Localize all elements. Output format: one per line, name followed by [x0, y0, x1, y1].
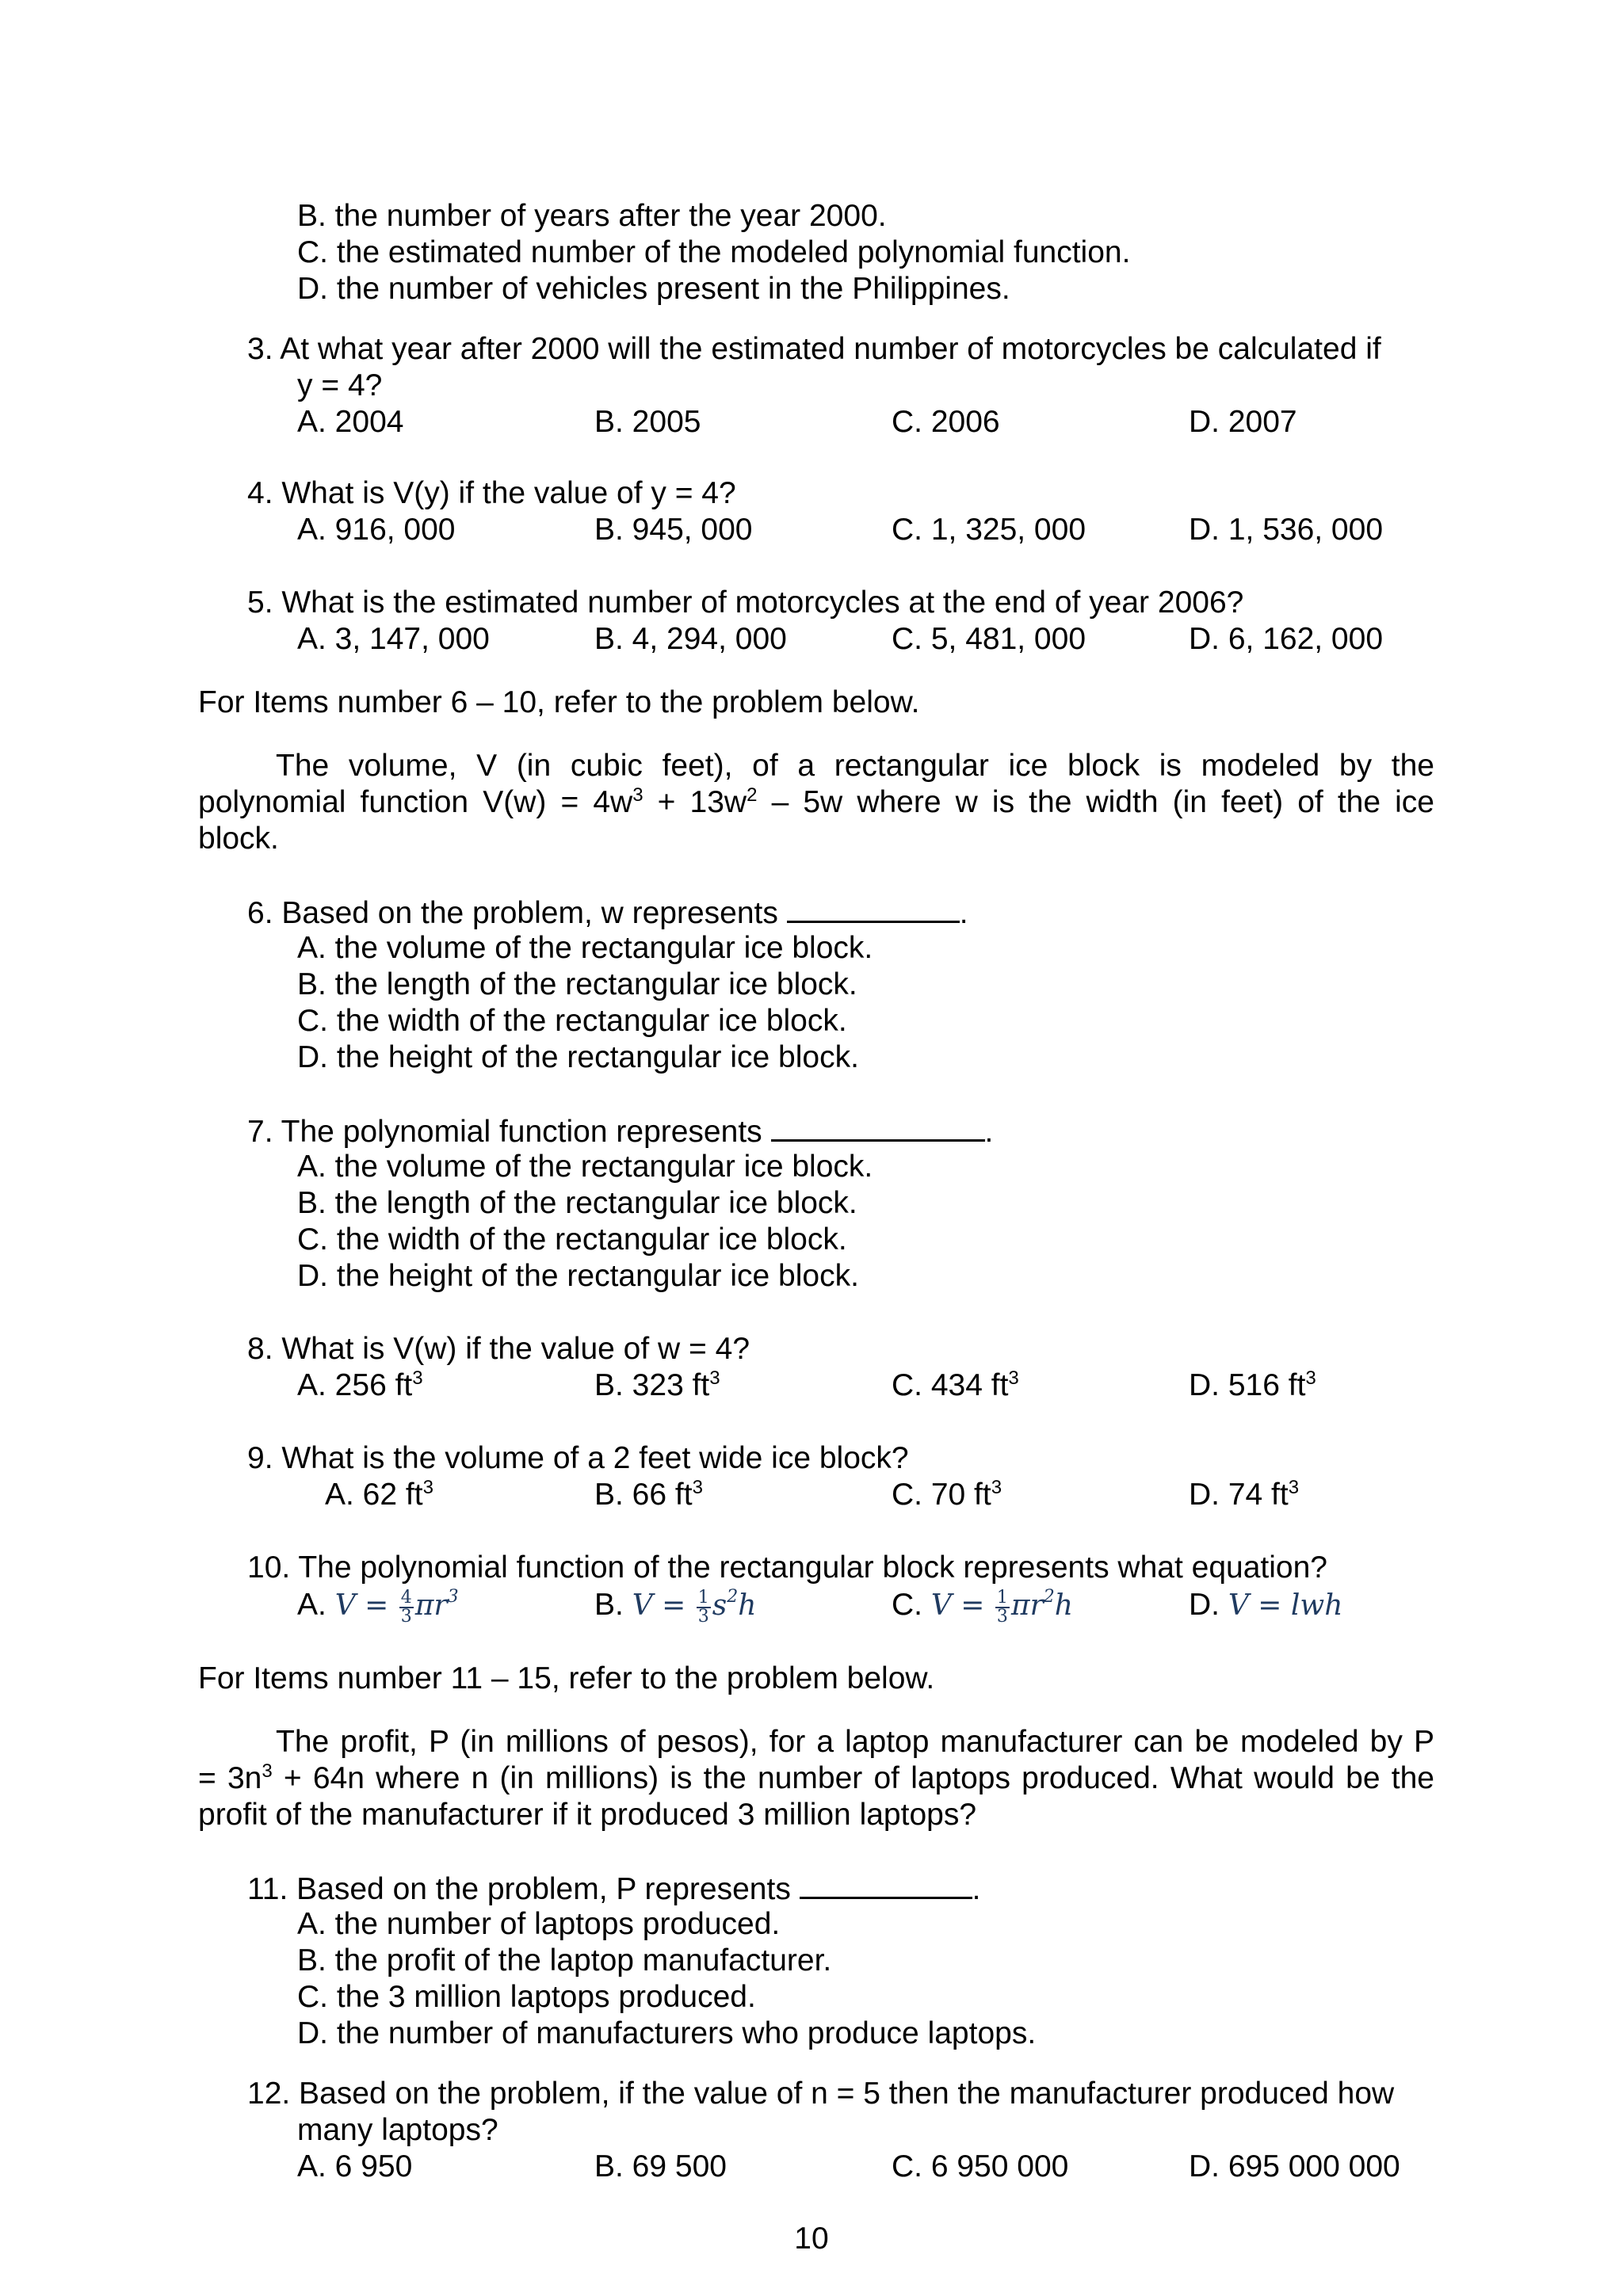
- q5-option-a: A. 3, 147, 000: [297, 622, 490, 656]
- problem-text: – 5w where w is the width (in feet) of the ice: [757, 785, 1435, 819]
- formula-cone-volume: [930, 1587, 1073, 1627]
- formula-lhs: V =: [334, 1589, 398, 1622]
- q12-stem: 12. Based on the problem, if the value of n = 5 then the manufacturer produced how: [247, 2077, 1395, 2111]
- section-11-15-intro: For Items number 11 – 15, refer to the problem below.: [198, 1661, 935, 1695]
- q6-stem-text: 6. Based on the problem, w represents: [247, 896, 778, 930]
- q8-option-d: [1189, 1367, 1316, 1404]
- exponent: 2: [747, 784, 758, 806]
- exponent: 3: [632, 784, 643, 806]
- answer-blank: [800, 1870, 972, 1899]
- q5-option-c: C. 5, 481, 000: [892, 622, 1086, 656]
- answer-blank: [787, 894, 960, 923]
- problem-line-1: The profit, P (in millions of pesos), for a laptop manufacturer can be modeled by P: [276, 1725, 1434, 1759]
- exponent: 3: [1305, 1367, 1316, 1389]
- option-text: C. 70 ft: [892, 1478, 991, 1512]
- exponent: 2: [727, 1587, 739, 1607]
- q7-option-b: B. the length of the rectangular ice block.: [297, 1186, 857, 1220]
- q12-option-a: A. 6 950: [297, 2149, 413, 2183]
- problem-text: + 64n where n (in millions) is the number of laptops produced. What would be the: [272, 1761, 1434, 1795]
- q12-option-b: B. 69 500: [594, 2149, 727, 2183]
- formula-pyramid-volume: [632, 1587, 757, 1627]
- exponent: 2: [1043, 1587, 1055, 1607]
- formula-sphere-volume: [334, 1587, 459, 1627]
- exponent: 3: [412, 1367, 423, 1389]
- q8-stem: 8. What is V(w) if the value of w = 4?: [247, 1332, 750, 1366]
- exponent: 3: [1008, 1367, 1019, 1389]
- q5-stem: 5. What is the estimated number of motorcycles at the end of year 2006?: [247, 585, 1244, 620]
- problem-line-2: [198, 1760, 1434, 1797]
- q7-stem: 7. The polynomial function represents .: [247, 1112, 993, 1150]
- option-label: D.: [1189, 1588, 1220, 1622]
- q11-option-b: B. the profit of the laptop manufacturer.: [297, 1943, 832, 1978]
- q3-option-d: D. 2007: [1189, 405, 1297, 439]
- section-11-15-problem: [198, 1724, 1434, 1833]
- numerator: 1: [697, 1588, 709, 1608]
- q3-option-a: A. 2004: [297, 405, 404, 439]
- formula-term: πr: [1010, 1589, 1044, 1622]
- q9-option-b: [594, 1477, 703, 1513]
- exponent: 3: [709, 1367, 720, 1389]
- q12-option-d: D. 695 000 000: [1189, 2149, 1400, 2183]
- q4-option-d: D. 1, 536, 000: [1189, 513, 1384, 547]
- q12-option-c: C. 6 950 000: [892, 2149, 1069, 2183]
- q2-option-c: C. the estimated number of the modeled polynomial function.: [297, 235, 1131, 269]
- denominator: 3: [697, 1607, 709, 1627]
- fraction: [995, 1589, 1010, 1626]
- q4-stem: 4. What is V(y) if the value of y = 4?: [247, 476, 736, 510]
- numerator: 1: [996, 1588, 1008, 1608]
- q9-option-d: [1189, 1477, 1299, 1513]
- q4-option-c: C. 1, 325, 000: [892, 513, 1086, 547]
- q10-option-a: [297, 1587, 459, 1626]
- exponent: 3: [1288, 1477, 1300, 1498]
- formula-lhs: V =: [930, 1589, 994, 1622]
- exponent: 3: [447, 1587, 459, 1607]
- q7-option-c: C. the width of the rectangular ice block.: [297, 1222, 847, 1257]
- q12-stem-cont: many laptops?: [297, 2113, 498, 2147]
- option-text: A. 256 ft: [297, 1368, 413, 1402]
- problem-text: = 3n: [198, 1761, 262, 1795]
- q11-option-c: C. the 3 million laptops produced.: [297, 1980, 756, 2014]
- q6-stem: 6. Based on the problem, w represents .: [247, 894, 968, 932]
- formula-term: πr: [414, 1589, 448, 1622]
- q10-option-d: [1189, 1587, 1342, 1624]
- q10-option-b: [594, 1587, 756, 1626]
- q4-option-b: B. 945, 000: [594, 513, 753, 547]
- option-text: B. 323 ft: [594, 1368, 710, 1402]
- formula-lhs: V =: [632, 1589, 695, 1622]
- q9-option-c: [892, 1477, 1002, 1513]
- q11-option-d: D. the number of manufacturers who produce laptops.: [297, 2016, 1037, 2050]
- q3-option-c: C. 2006: [892, 405, 1000, 439]
- q8-option-c: [892, 1367, 1019, 1404]
- fraction: [697, 1589, 711, 1626]
- problem-line-2: [198, 784, 1434, 821]
- q7-option-d: D. the height of the rectangular ice block.: [297, 1259, 859, 1293]
- formula-term: h: [1054, 1589, 1073, 1622]
- q3-stem: 3. At what year after 2000 will the estimated number of motorcycles be calculated if: [247, 332, 1381, 366]
- exponent: 3: [991, 1477, 1002, 1498]
- exponent: 3: [692, 1477, 703, 1498]
- q6-option-b: B. the length of the rectangular ice block.: [297, 967, 857, 1001]
- numerator: 4: [400, 1588, 412, 1608]
- denominator: 3: [400, 1607, 412, 1627]
- q9-option-a: [325, 1477, 433, 1513]
- q11-option-a: A. the number of laptops produced.: [297, 1907, 781, 1941]
- formula-term: h: [738, 1589, 757, 1622]
- q2-option-b: B. the number of years after the year 2000.: [297, 199, 887, 233]
- option-text: D. 516 ft: [1189, 1368, 1306, 1402]
- page-number: 10: [794, 2222, 829, 2256]
- q8-option-b: [594, 1367, 720, 1404]
- q4-option-a: A. 916, 000: [297, 513, 456, 547]
- q3-option-b: B. 2005: [594, 405, 701, 439]
- q5-option-b: B. 4, 294, 000: [594, 622, 787, 656]
- problem-line-1: The volume, V (in cubic feet), of a rectangular ice block is modeled by the: [276, 749, 1434, 783]
- q8-option-a: [297, 1367, 423, 1404]
- option-text: D. 74 ft: [1189, 1478, 1289, 1512]
- section-6-10-intro: For Items number 6 – 10, refer to the problem below.: [198, 685, 920, 719]
- answer-blank: [771, 1112, 985, 1142]
- q5-option-d: D. 6, 162, 000: [1189, 622, 1384, 656]
- formula-prism-volume: V = lwh: [1228, 1589, 1343, 1622]
- option-label: C.: [892, 1588, 922, 1622]
- option-label: A.: [297, 1588, 327, 1622]
- problem-line-3: block.: [198, 822, 279, 856]
- option-text: C. 434 ft: [892, 1368, 1009, 1402]
- fraction: [399, 1589, 414, 1626]
- formula-term: s: [712, 1589, 727, 1622]
- problem-text: + 13w: [643, 785, 747, 819]
- denominator: 3: [996, 1607, 1008, 1627]
- q6-option-d: D. the height of the rectangular ice block.: [297, 1040, 859, 1074]
- option-label: B.: [594, 1588, 624, 1622]
- q10-option-c: [892, 1587, 1073, 1626]
- problem-line-3: profit of the manufacturer if it produced 3 million laptops?: [198, 1798, 977, 1832]
- q11-stem: 11. Based on the problem, P represents .: [247, 1870, 981, 1908]
- q11-stem-text: 11. Based on the problem, P represents: [247, 1872, 791, 1906]
- q10-stem: 10. The polynomial function of the rectangular block represents what equation?: [247, 1550, 1327, 1585]
- problem-text: polynomial function V(w) = 4w: [198, 785, 633, 819]
- option-text: B. 66 ft: [594, 1478, 693, 1512]
- exponent: 3: [262, 1760, 273, 1782]
- q3-stem-cont: y = 4?: [297, 368, 383, 402]
- q6-option-c: C. the width of the rectangular ice block.: [297, 1004, 847, 1038]
- q9-stem: 9. What is the volume of a 2 feet wide ice block?: [247, 1441, 909, 1475]
- q6-option-a: A. the volume of the rectangular ice block.: [297, 931, 873, 965]
- option-text: A. 62 ft: [325, 1478, 423, 1512]
- q7-option-a: A. the volume of the rectangular ice block.: [297, 1150, 873, 1184]
- q7-stem-text: 7. The polynomial function represents: [247, 1115, 762, 1149]
- exponent: 3: [422, 1477, 433, 1498]
- section-6-10-problem: [198, 748, 1434, 857]
- q2-option-d: D. the number of vehicles present in the Philippines.: [297, 272, 1010, 306]
